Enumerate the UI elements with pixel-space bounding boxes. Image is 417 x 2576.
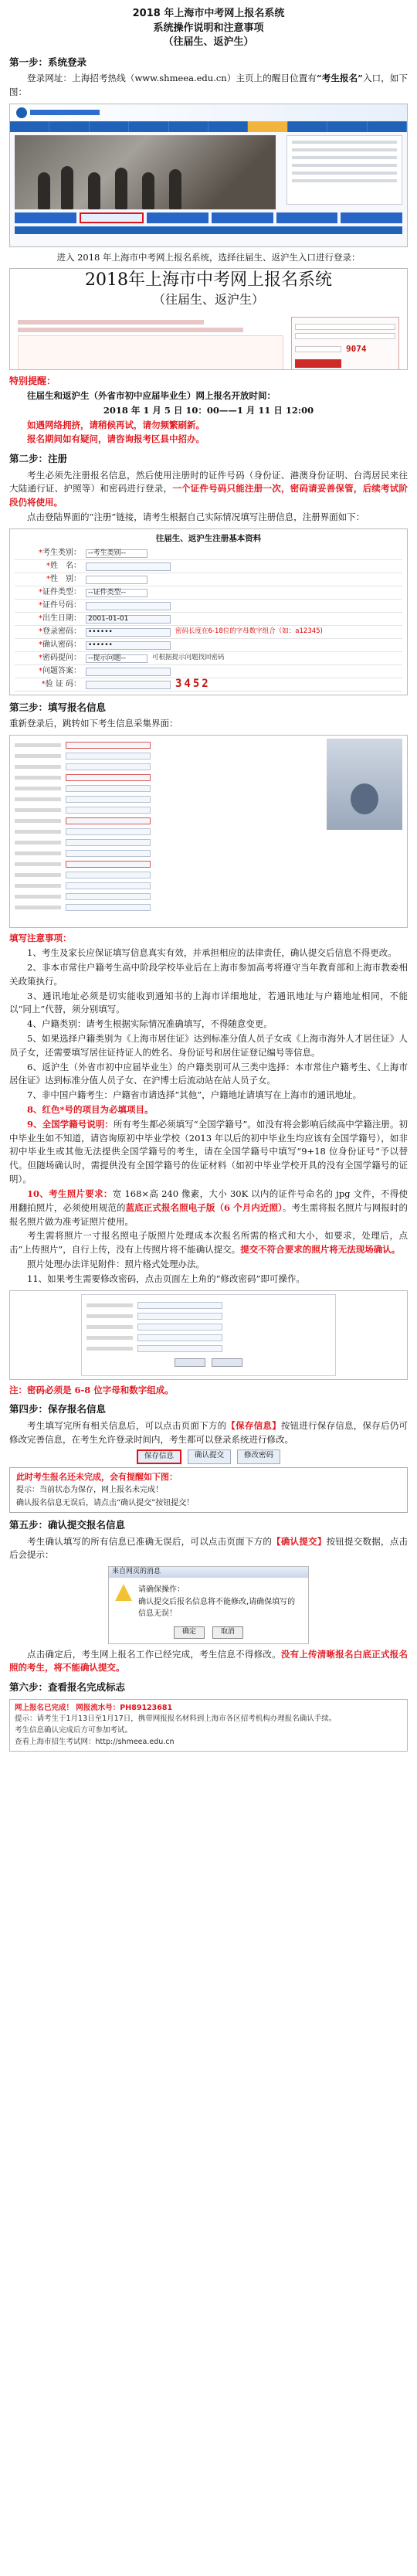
register-form-row xyxy=(15,586,402,600)
note-3: 3、通讯地址必须是切实能收到通知书的上海市详细地址，若通讯地址与户籍地址相同，不能以“同上”代替，须分别填写。 xyxy=(9,990,408,1015)
step5-p2-red: 没有上传清晰报名白底正式报名照的考生，将不能确认提交。 xyxy=(9,1648,408,1674)
note-10-b: 。考生需将报名照片与网报时的报名照片做为准考证照片使用。 xyxy=(9,1201,408,1227)
completion-screenshot xyxy=(9,1699,408,1752)
step4-p1-btn: 【保存信息】 xyxy=(226,1419,281,1431)
login-notice xyxy=(18,317,283,370)
special-notice-line1: 往届生和返沪生（外省市初中应届毕业生）网上报名开放时间： xyxy=(27,389,276,401)
special-notice-title: 特别提醒： xyxy=(9,376,56,387)
login-captcha-field[interactable] xyxy=(295,346,341,352)
login-button[interactable] xyxy=(295,359,341,368)
special-notice-line2: 2018 年 1 月 5 日 10：00——1 月 11 日 12:00 xyxy=(103,404,314,416)
register-field-label: *考生类别： xyxy=(39,549,81,558)
register-field-input[interactable]: 2001-01-01 xyxy=(86,615,171,624)
note-6: 6、返沪生（外省市初中应届毕业生）的户籍类别可从三类中选择：本市常住户籍考生、《上海市居住证》达到标准分值人员子女、在沪博士后流动站在站人员子女。 xyxy=(9,1061,408,1086)
register-field-label: *性 别： xyxy=(46,575,81,584)
register-field-hint: 可根据提示问题找回密码 xyxy=(152,654,225,662)
save-info-button[interactable]: 保存信息 xyxy=(137,1449,181,1464)
note-9-head: 9、全国学籍号说明： xyxy=(27,1118,114,1130)
step5-title: 第五步：确认提交报名信息 xyxy=(9,1519,126,1531)
register-field-label: *证件号码： xyxy=(39,601,81,610)
step1-p1-pre: 登录网址：上海招考热线（www.shmeea.edu.cn）主页上的醒目位置有 xyxy=(27,72,317,83)
warning-line2: 报名期间如有疑问，请咨询报考区县中招办。 xyxy=(27,433,205,445)
register-form-row xyxy=(15,613,402,626)
register-form-row xyxy=(15,652,402,665)
warning-line1: 如遇网络拥挤，请稍候再试，请勿频繁刷新。 xyxy=(27,419,205,430)
change-password-screenshot xyxy=(9,1290,408,1380)
note-7: 7、非中国户籍考生：户籍省市请选择“其他”，户籍地址请填写在上海市的通讯地址。 xyxy=(27,1089,362,1101)
register-field-select[interactable]: --证件类型-- xyxy=(86,589,147,597)
step5-p1 xyxy=(9,1535,408,1563)
register-field-label: *证件类型： xyxy=(39,588,81,597)
register-field-label: *问题答案： xyxy=(39,667,81,676)
doc-subtitle: 系统操作说明和注意事项 xyxy=(153,22,264,35)
confirm-dialog xyxy=(108,1566,309,1643)
site-logo xyxy=(10,104,407,121)
register-field-input[interactable] xyxy=(86,602,171,610)
save-reminder-box xyxy=(9,1467,408,1513)
step3-intro: 重新登录后，跳转如下考生信息采集界面： xyxy=(9,718,178,729)
register-field-label: *验 证 码： xyxy=(41,680,81,689)
note-10-a: 宽 168×高 240 像素，大小 30K 以内的证件号命名的 jpg 文件，不得使用翻拍照片，必须使用规范的 xyxy=(9,1188,408,1213)
login-box xyxy=(291,317,399,370)
note-10-d: 照片处理办法详见附件：照片格式处理办法。 xyxy=(27,1258,205,1269)
step1-p1-quote: “考生报名” xyxy=(317,72,363,83)
register-form-row xyxy=(15,560,402,573)
notes-title: 填写注意事项： xyxy=(9,933,72,944)
step1-p1 xyxy=(9,72,408,100)
step1-caption: 进入 2018 年上海市中考网上报名系统，选择往届生、返沪生入口进行登录： xyxy=(56,251,361,263)
completion-line4: 查看上海市招生考试网：http://shmeea.edu.cn xyxy=(15,1737,175,1746)
register-field-select[interactable]: --提示问题-- xyxy=(86,654,147,663)
register-field-label: *登录密码： xyxy=(39,627,81,637)
register-field-input[interactable] xyxy=(86,668,171,676)
note-10-c-red: 提交不符合要求的照片将无法现场确认。 xyxy=(240,1244,401,1256)
homepage-screenshot xyxy=(9,104,408,247)
step2-title: 第二步：注册 xyxy=(9,453,68,465)
step2-p1-red: 一个证件号码只能注册一次，密码请妥善保管，后续考试阶段仍将使用。 xyxy=(9,483,408,508)
register-field-label: *密码提问： xyxy=(39,654,81,663)
password-note: 注：密码必须是 6-8 位字母和数字组成。 xyxy=(9,1384,174,1395)
note-8: 8、红色*号的项目为必填项目。 xyxy=(27,1104,154,1115)
register-form-title: 往届生、返沪生注册基本资料 xyxy=(155,533,262,543)
step4-title: 第四步：保存报名信息 xyxy=(9,1403,107,1415)
register-form-row xyxy=(15,678,402,692)
warning-icon xyxy=(115,1584,132,1601)
quick-entry-tiles xyxy=(15,212,402,223)
register-field-label: *出生日期： xyxy=(39,614,81,624)
step4-p1-pre: 考生填写完所有相关信息后，可以点击页面下方的 xyxy=(27,1419,227,1431)
note-10-c xyxy=(9,1229,408,1257)
note-10-c-pre: 考生需将照片一寸报名照电子版照片处理成本次报名所需的格式和大小，如要求，处理后，点击“上传照片”，自行上传，没有上传照片将不能确认提交。 xyxy=(9,1230,408,1256)
step6-title: 第六步：查看报名完成标志 xyxy=(9,1681,126,1694)
info-form-screenshot xyxy=(9,735,408,928)
login-system-subtitle: （往届生、返沪生） xyxy=(152,291,264,307)
reset-password-button[interactable] xyxy=(212,1358,242,1367)
photo-placeholder[interactable] xyxy=(327,739,402,830)
note-2: 2、非本市常住户籍考生高中阶段学校毕业后在上海市参加高考将遵守当年教育部和上海市教委相关政策执行。 xyxy=(9,961,408,987)
register-field-hint: 密码长度在6-18位的字母数字组合（如：a12345) xyxy=(175,627,323,636)
news-sidebar xyxy=(286,135,402,205)
step2-p1-pre: 考生必须先注册报名信息，然后使用注册时的证件号码（身份证、港澳身份证明、台湾居民来往大陆通行证、护照等）和密码进行登录， xyxy=(9,469,408,494)
register-form-screenshot xyxy=(9,528,408,695)
save-reminder-line1: 提示：当前状态为保存，网上报名未完成！ xyxy=(16,1486,163,1495)
note-1: 1、考生及家长应保证填写信息真实有效，并承担相应的法律责任，确认提交后信息不得更改。 xyxy=(27,947,397,959)
note-9-body: 所有考生都必须填写“全国学籍号”。如没有将会影响后续高中学籍注册。初中毕业生如不知道，请咨询原初中毕业学校（2013 年以后的初中毕业生均应该有全国学籍号），如非初中毕业生或其他无法提供全国学籍号的考生，请在全国学籍号中填写“9+18 位身份证号”予以替代。但随场确认时，需提供没有全国学籍号的佐证材料（如初中毕业学校开具的没有全国学籍号的证明）。 xyxy=(9,1118,408,1185)
completion-line3: 考生信息确认完成后方可参加考试。 xyxy=(15,1726,133,1735)
save-reminder-line2: 确认报名信息无误后，请点击“确认提交”按钮提交！ xyxy=(16,1498,195,1507)
completion-line1: 网上报名已完成！ 网报流水号：PH89123681 xyxy=(15,1703,173,1712)
login-system-title: 2018年上海市中考网上报名系统 xyxy=(85,270,332,291)
note-4: 4、户籍类别：请考生根据实际情况准确填写，不得随意变更。 xyxy=(27,1018,273,1030)
dialog-title: 来自网页的消息 xyxy=(109,1567,308,1578)
step1-p1-post: 入口，如下图： xyxy=(9,72,409,97)
register-form-row xyxy=(15,573,402,586)
login-password-field[interactable] xyxy=(295,333,395,339)
register-form-row xyxy=(15,600,402,613)
step2-p1 xyxy=(9,469,408,510)
register-field-label: *确认密码： xyxy=(39,641,81,650)
register-field-select[interactable]: --考生类别-- xyxy=(86,549,147,558)
register-captcha-image: 3452 xyxy=(175,678,211,691)
register-field-input[interactable] xyxy=(86,681,171,689)
register-field-input[interactable]: •••••• xyxy=(86,641,171,650)
person-silhouette-icon xyxy=(351,783,378,814)
doc-subtitle-2: （往届生、返沪生） xyxy=(163,36,254,49)
login-screenshot xyxy=(9,268,408,370)
register-field-select[interactable] xyxy=(86,576,147,584)
dialog-text: 请确保操作： 确认提交后报名信息将不能修改,请确保填写的信息无误！ xyxy=(138,1585,296,1619)
save-reminder-title: 此时考生报名还未完成，会有提醒如下图： xyxy=(16,1472,178,1483)
step4-p1 xyxy=(9,1419,408,1447)
completion-line2: 提示：请考生于1月13日至1月17日，携带网报报名材料到上海市各区招考机构办理报名确认手续。 xyxy=(15,1715,337,1724)
dialog-cancel-button[interactable]: 取消 xyxy=(212,1626,243,1639)
step3-title: 第三步：填写报名信息 xyxy=(9,702,107,714)
dialog-ok-button[interactable]: 确定 xyxy=(174,1626,205,1639)
step5-p2 xyxy=(9,1648,408,1676)
doc-title: 2018 年上海市中考网上报名系统 xyxy=(132,8,285,19)
register-form-row xyxy=(15,547,402,560)
register-field-input[interactable] xyxy=(86,562,171,571)
note-10 xyxy=(9,1188,408,1229)
note-9 xyxy=(9,1118,408,1187)
note-10-head: 10、考生照片要求： xyxy=(27,1188,113,1199)
login-captcha-image: 9074 xyxy=(346,344,367,355)
register-form-row xyxy=(15,639,402,652)
step5-p1-btn: 【确认提交】 xyxy=(272,1535,327,1547)
news-photo xyxy=(15,135,276,209)
submit-password-button[interactable] xyxy=(175,1358,205,1367)
student-registration-entry[interactable] xyxy=(80,212,144,223)
note-10-red: 蓝底正式报名照电子版（6 个月内近照） xyxy=(125,1201,283,1213)
site-navbar xyxy=(10,121,407,132)
info-form xyxy=(15,739,320,924)
register-field-label: *姓 名： xyxy=(46,562,81,571)
step2-p2: 点击登陆界面的“注册”链接，请考生根据自己实际情况填写注册信息，注册界面如下： xyxy=(27,511,365,522)
login-id-field[interactable] xyxy=(295,324,395,330)
register-field-input[interactable]: •••••• xyxy=(86,628,171,637)
step5-p1-post: 按钮提交数据，点击后会提示： xyxy=(9,1535,409,1561)
step5-p1-pre: 考生确认填写的所有信息已准确无误后，可以点击页面下方的 xyxy=(27,1535,273,1547)
step1-title: 第一步：系统登录 xyxy=(9,56,87,68)
note-5: 5、如果选择户籍类别为《上海市居住证》达到标准分值人员子女或《上海市海外人才居住证》人员子女，还需要填写居住证持证人的姓名、身份证号和居住证登记编号等信息。 xyxy=(9,1032,408,1058)
register-form-row xyxy=(15,626,402,639)
change-password-button[interactable]: 修改密码 xyxy=(237,1449,280,1464)
note-11: 11、如果考生需要修改密码，点击页面左上角的“修改密码”即可操作。 xyxy=(27,1273,305,1284)
action-buttons xyxy=(9,1449,408,1464)
step5-p2-pre: 点击确定后，考生网上报名工作已经完成，考生信息不得修改。 xyxy=(27,1648,281,1660)
step4-p1-post: 按钮进行保存信息，保存后仍可修改完善信息，在考生允许登录时间内，考生都可以登录系统进行修改。 xyxy=(9,1419,409,1445)
logo-icon xyxy=(16,107,27,118)
confirm-submit-button[interactable]: 确认提交 xyxy=(188,1449,231,1464)
